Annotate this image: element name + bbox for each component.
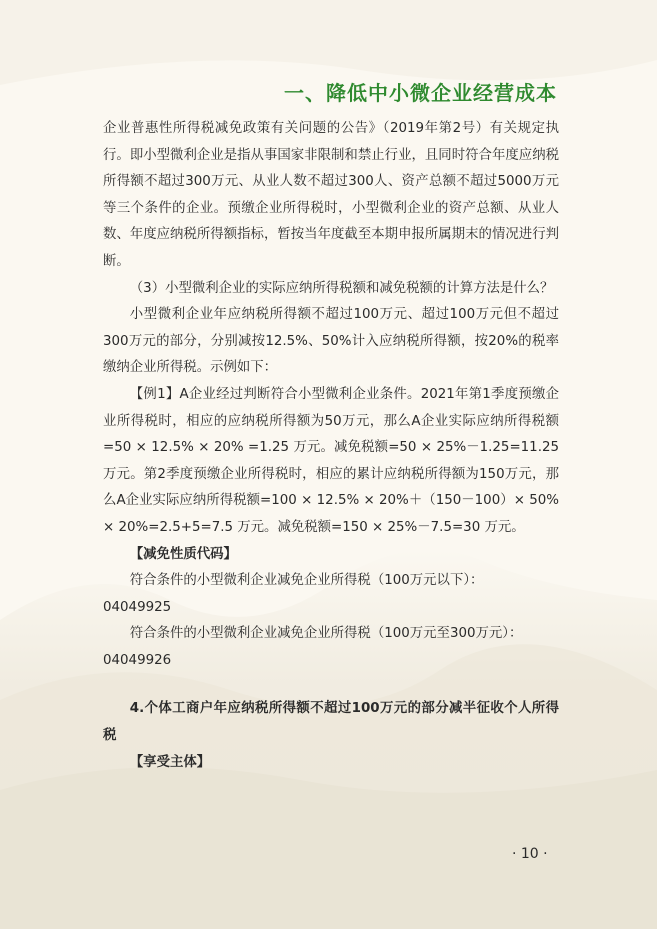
section-4-title: 4.个体工商户年应纳税所得额不超过100万元的部分减半征收个人所得税 [103, 701, 559, 744]
code-1-value: 04049925 [103, 599, 172, 615]
beneficiary-heading: 【享受主体】 [129, 754, 211, 770]
section-header-title: 一、降低中小微企业经营成本 [284, 81, 557, 105]
code-1-label: 符合条件的小型微利企业减免企业所得税（100万元以下）： [129, 573, 484, 589]
paragraph-calculation-method: 小型微利企业年应纳税所得额不超过100万元、超过100万元但不超过300万元的部分，分别减按12.5%、50%计入应纳税所得额，按20%的税率缴纳企业所得税。示例如下： [103, 307, 559, 376]
paragraph-policy-definition: 企业普惠性所得税减免政策有关问题的公告》（2019年第2号）有关规定执行。即小型微利企业是指从事国家非限制和禁止行业，且同时符合年度应纳税所得额不超过300万元、从业人数不超过300人、资产总额不超过5000万元等三个条件的企业。预缴企业所得税时，小型微利企业的资产总额、从业人数、年度应纳税所得额指标，暂按当年度截至本期申报所属期末的情况进行判断。 [103, 121, 559, 269]
page-content [103, 116, 559, 776]
code-heading: 【减免性质代码】 [129, 546, 237, 562]
example-1: 【例1】A企业经过判断符合小型微利企业条件。2021年第1季度预缴企业所得税时，相应的应纳税所得额为50万元，那么A企业实际应纳所得税额=50 × 12.5% × 20% =1.25 万元。减免税额=50 × 25%－1.25=11.25万元。第2季度预缴企业所得税时，相应的累计应纳税所得额为150万元，那么A企业实际应纳所得税额=100 × 12.5% × 20%＋（150－100）× 50% × 20%=2.5+5=7.5 万元。减免税额=150 × 25%－7.5=30 万元。 [103, 386, 559, 535]
code-2-value: 04049926 [103, 652, 172, 668]
page-number: · 10 · [512, 846, 548, 862]
code-2-label: 符合条件的小型微利企业减免企业所得税（100万元至300万元）： [129, 626, 523, 642]
question-3: （3）小型微利企业的实际应纳所得税额和减免税额的计算方法是什么？ [129, 280, 554, 296]
